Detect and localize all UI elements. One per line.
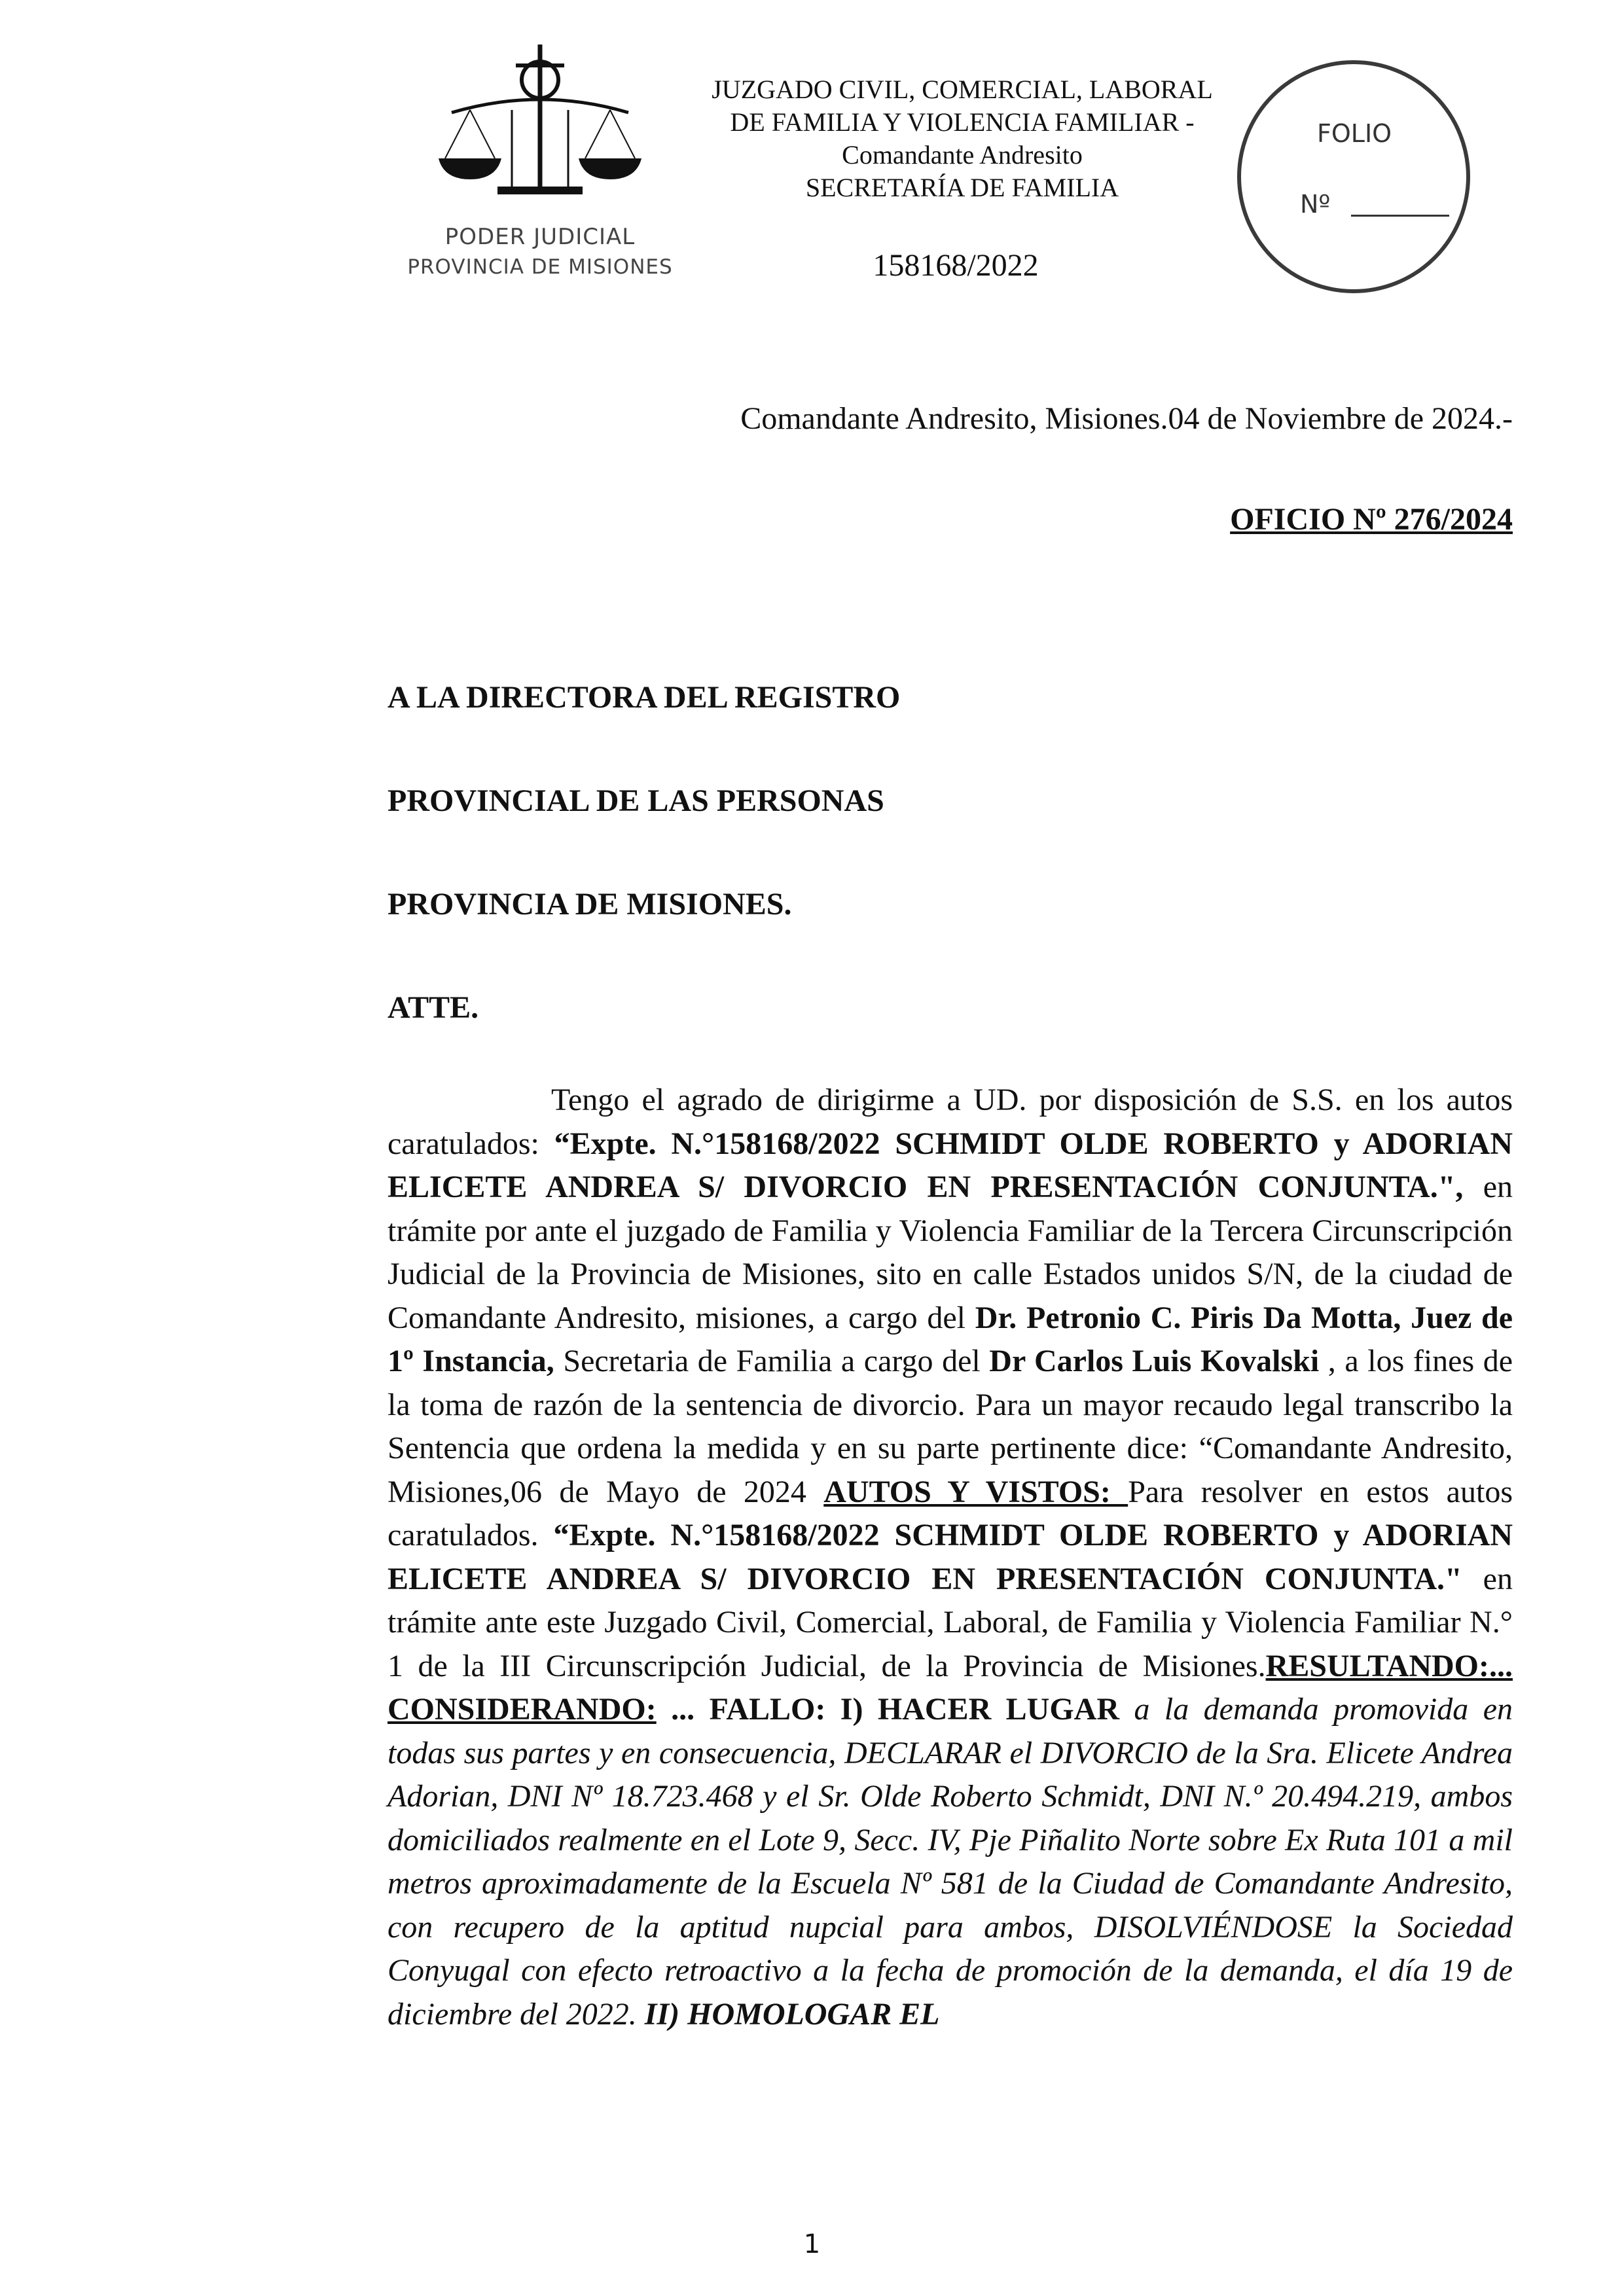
body-intro: Tengo el agrado de dirigirme a UD. por disposición de S.S. en los autos caratulados: bbox=[388, 1083, 1513, 1161]
case-title: “Expte. N.°158168/2022 SCHMIDT OLDE ROBERTO y ADORIAN ELICETE ANDREA S/ DIVORCIO EN PRESENTACIÓN CONJUNTA.", bbox=[388, 1126, 1513, 1204]
secretary-name: Dr Carlos Luis Kovalski bbox=[989, 1344, 1320, 1378]
body-court-location: en trámite por ante el juzgado de Familia y Violencia Familiar de la Tercera Circunscripción Judicial de la Provincia de Misiones, sito en calle Estados unidos S/N, de la ciudad de Comandante Andresito, misiones, a cargo del bbox=[388, 1170, 1513, 1335]
judge-name: Dr. Petronio C. Piris Da Motta, Juez de 1º Instancia, bbox=[388, 1300, 1513, 1378]
addressee-line-4: ATTE. bbox=[388, 990, 479, 1025]
body-court-reference: en trámite ante este Juzgado Civil, Comercial, Laboral, de Familia y Violencia Familiar N.° 1 de la III Circunscripción Judicial, de la Provincia de Misiones. bbox=[388, 1561, 1513, 1683]
court-line-4: SECRETARÍA DE FAMILIA bbox=[805, 173, 1119, 202]
addressee-line-3: PROVINCIA DE MISIONES. bbox=[388, 887, 792, 922]
body-purpose: , a los fines de la toma de razón de la sentencia de divorcio. Para un mayor recaudo legal transcribo la Sentencia que ordena la medida y en su parte pertinente dice: “Comandante Andresito, Misiones,06 de Mayo de 2024 bbox=[388, 1344, 1513, 1509]
seal-line-2: PROVINCIA DE MISIONES bbox=[407, 255, 673, 279]
body-paragraph bbox=[388, 1079, 1513, 2036]
fallo-hacer-lugar: ... FALLO: I) HACER LUGAR bbox=[656, 1692, 1120, 1727]
folio-label: FOLIO bbox=[1317, 119, 1392, 148]
addressee-line-2: PROVINCIAL DE LAS PERSONAS bbox=[388, 783, 884, 818]
case-title-repeat: “Expte. N.°158168/2022 SCHMIDT OLDE ROBERTO y ADORIAN ELICETE ANDREA S/ DIVORCIO EN PRESENTACIÓN CONJUNTA." bbox=[388, 1518, 1513, 1596]
body-secretary-intro: Secretaria de Familia a cargo del bbox=[554, 1344, 990, 1378]
court-line-3: Comandante Andresito bbox=[842, 140, 1083, 170]
court-line-2: DE FAMILIA Y VIOLENCIA FAMILIAR - bbox=[730, 107, 1195, 137]
folio-blank-line bbox=[1351, 215, 1449, 217]
court-header bbox=[681, 73, 1244, 204]
scales-of-justice-icon bbox=[432, 39, 648, 216]
folio-number-label: Nº bbox=[1300, 190, 1331, 219]
resultando-considerando: RESULTANDO:... CONSIDERANDO: bbox=[388, 1648, 1513, 1727]
date-line: Comandante Andresito, Misiones.04 de Noviembre de 2024.- bbox=[740, 401, 1513, 436]
ruling-text: a la demanda promovida en todas sus partes y en consecuencia, DECLARAR el DIVORCIO de la Sra. Elicete Andrea Adorian, DNI Nº 18.723.468 y el Sr. Olde Roberto Schmidt, DNI N.º 20.494.219, ambos domiciliados realmente en el Lote 9, Secc. IV, Pje Piñalito Norte sobre Ex Ruta 101 a mil metros aproximadamente de la Escuela Nº 581 de la Ciudad de Comandante Andresito, con recupero de la aptitud nupcial para ambos, DISOLVIÉNDOSE la Sociedad Conyugal con efecto retroactivo a la fecha de promoción de la demanda, el día 19 de diciembre del 2022. bbox=[388, 1692, 1513, 2032]
homologar-heading: II) HOMOLOGAR EL bbox=[644, 1996, 940, 2032]
autos-y-vistos: AUTOS Y VISTOS: bbox=[823, 1474, 1128, 1509]
court-line-1: JUZGADO CIVIL, COMERCIAL, LABORAL bbox=[712, 75, 1213, 104]
page-number: 1 bbox=[803, 2229, 821, 2259]
folio-circle bbox=[1237, 60, 1470, 293]
file-number: 158168/2022 bbox=[873, 248, 1039, 283]
addressee-line-1: A LA DIRECTORA DEL REGISTRO bbox=[388, 680, 901, 715]
body-resolve: Para resolver en estos autos caratulados. bbox=[388, 1474, 1513, 1552]
folio-stamp bbox=[1237, 60, 1470, 293]
judicial-seal bbox=[393, 39, 687, 301]
seal-line-1: PODER JUDICIAL bbox=[444, 224, 636, 250]
oficio-number: OFICIO Nº 276/2024 bbox=[1230, 502, 1513, 537]
